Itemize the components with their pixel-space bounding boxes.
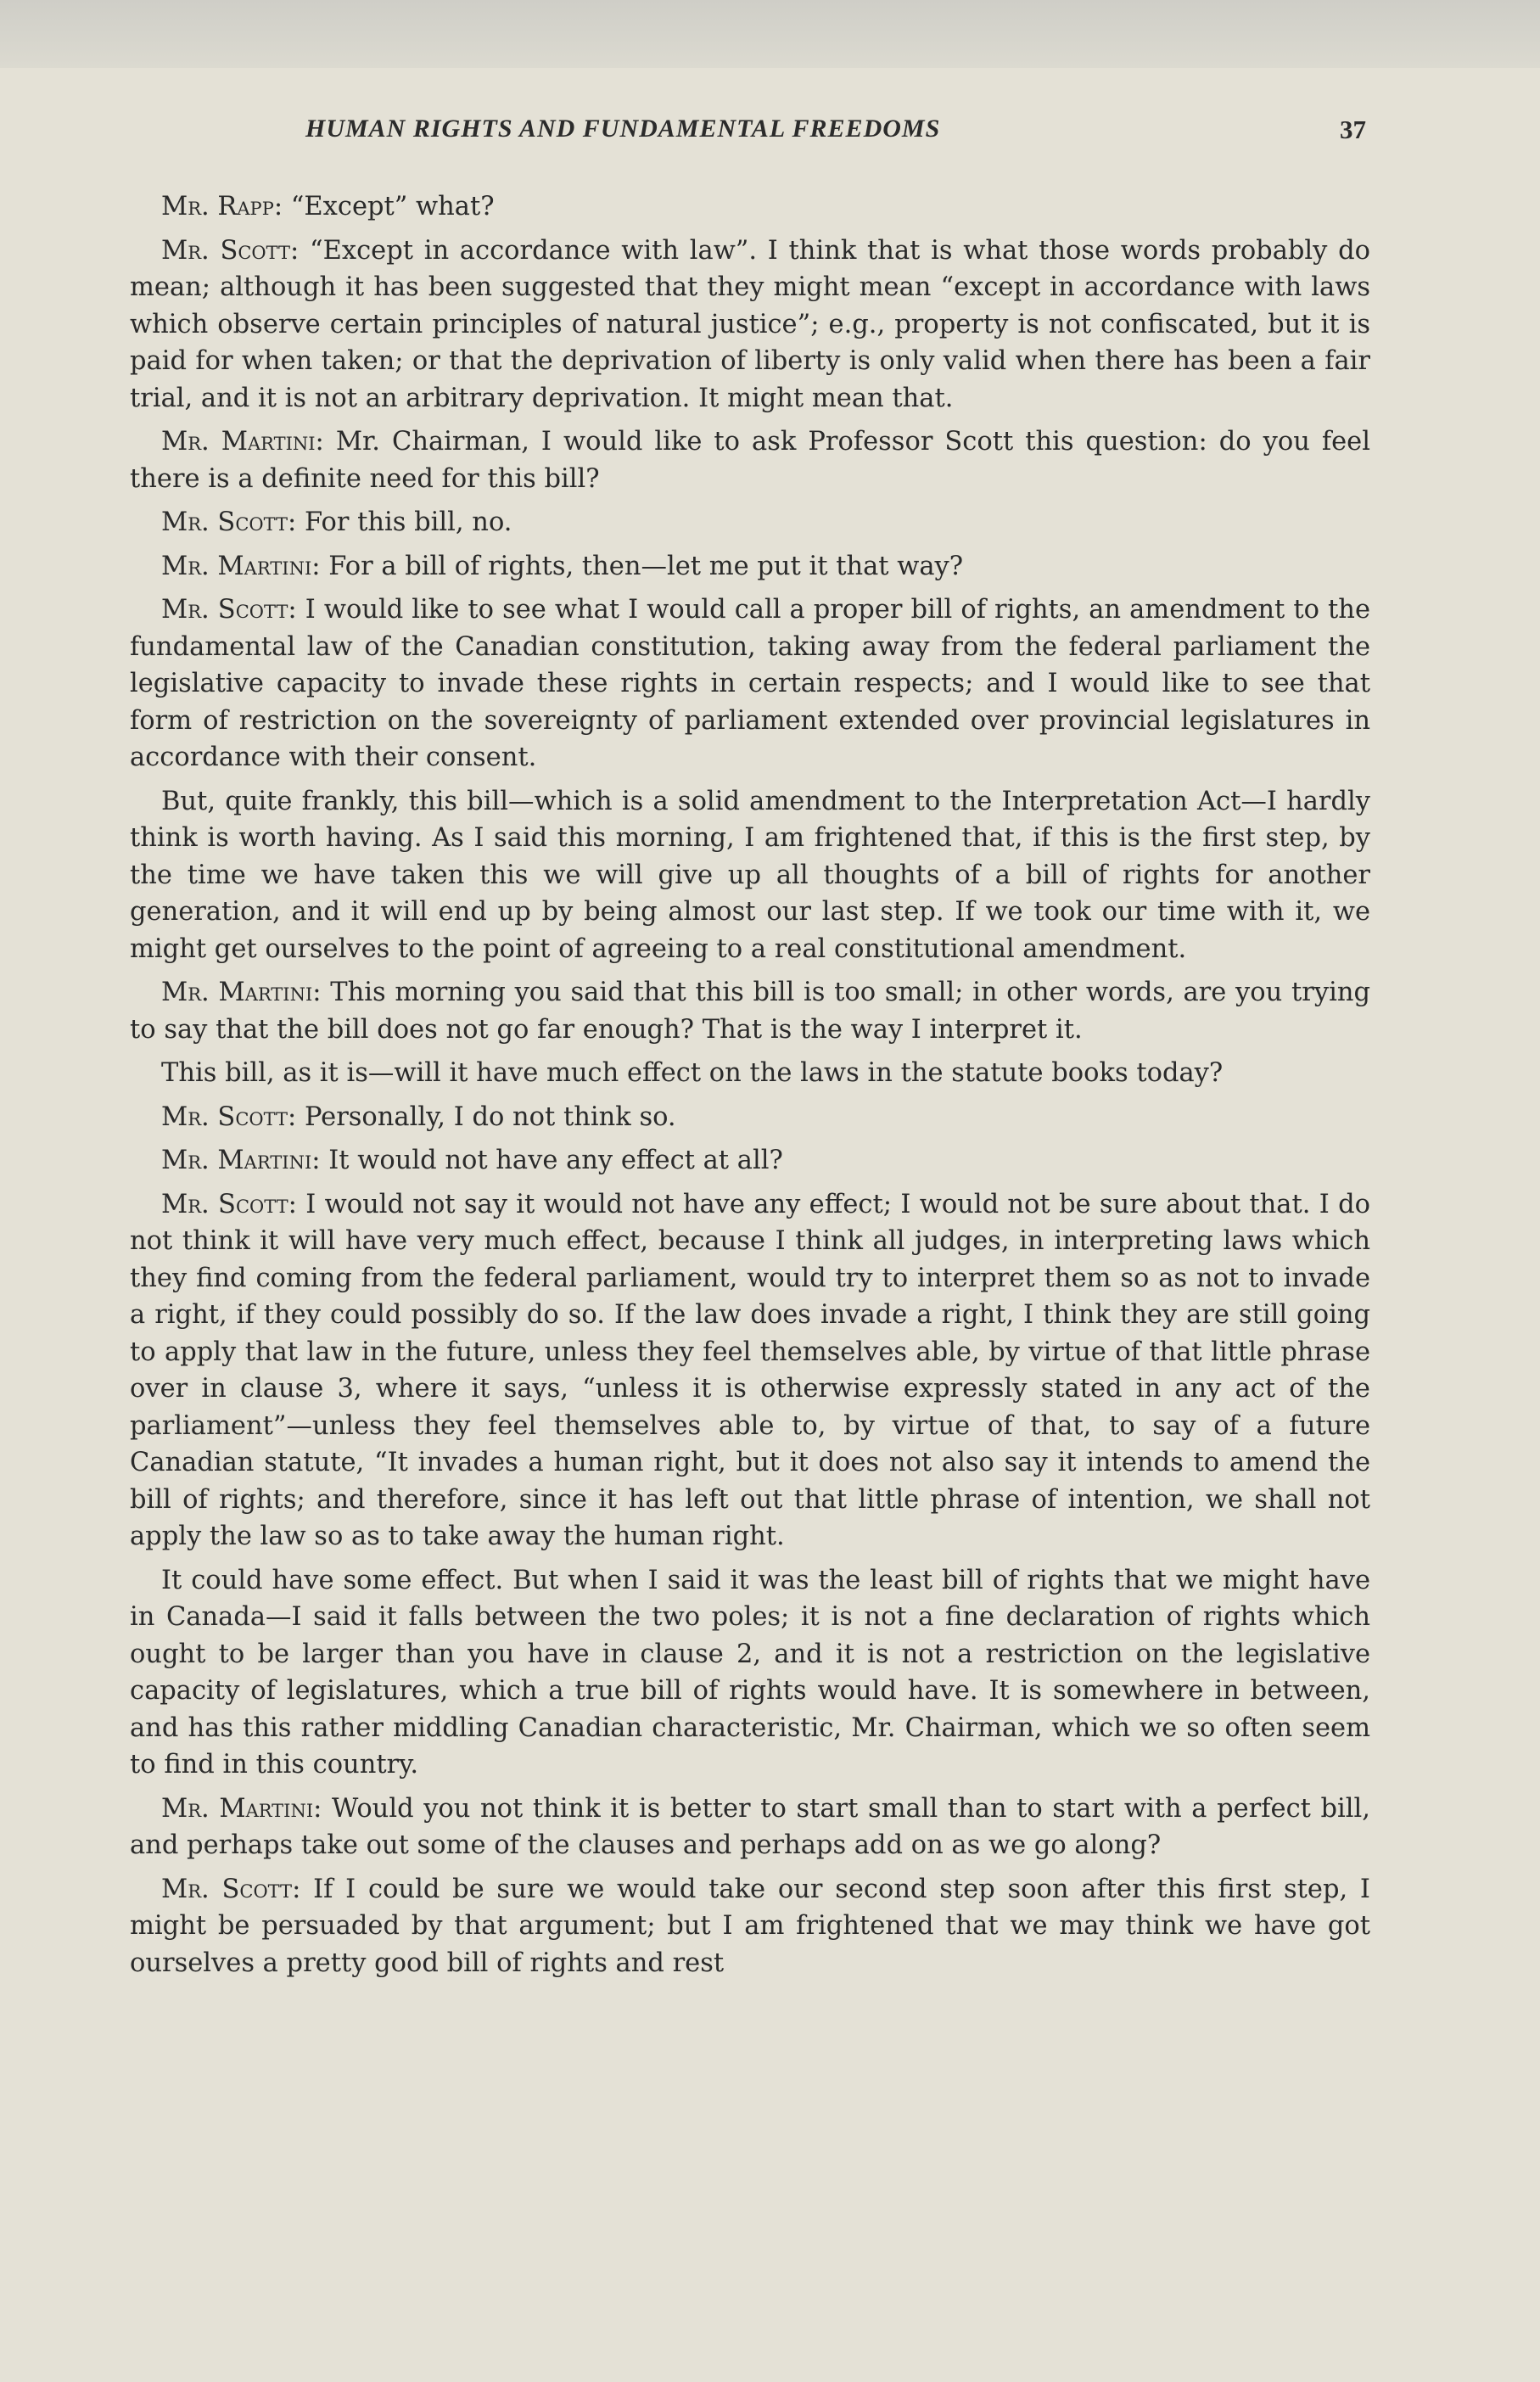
paragraph-text: Personally, I do not think so.: [296, 1101, 676, 1132]
paragraph: [130, 504, 1370, 541]
paragraph-text: If I could be sure we would take our second step soon after this first step, I might be persuaded by that argument; but I am frightened that we may think we have got ourselves a pretty good bill of rights and rest: [130, 1874, 1370, 1978]
speaker-name: Mr. Martini:: [161, 551, 321, 581]
paragraph-text: I would not say it would not have any effect; I would not be sure about that. I do not think it will have very much effect, because I think all judges, in interpreting laws which they find coming from the federal parliament, would try to interpret them so as not to invade a right, if they could possibly do so. If the law does invade a right, I think they are still going to apply that law in the future, unless they feel themselves able, by virtue of that little phrase over in clause 3, where it says, “unless it is otherwise expressly stated in any act of the parliament”—unless they feel themselves able to, by virtue of that, to say of a future Canadian statute, “It invades a human right, but it does not also say it intends to amend the bill of rights; and therefore, since it has left out that little phrase of intention, we shall not apply the law so as to take away the human right.: [130, 1189, 1370, 1551]
running-head: HUMAN RIGHTS AND FUNDAMENTAL FREEDOMS: [305, 115, 941, 143]
speaker-name: Mr. Martini:: [161, 1793, 322, 1824]
paragraph-text: This bill, as it is—will it have much effect on the laws in the statute books today?: [161, 1058, 1224, 1088]
paragraph-text: It would not have any effect at all?: [320, 1146, 783, 1175]
paragraph-text: For a bill of rights, then—let me put it that way?: [320, 551, 964, 581]
paragraph-text: It could have some effect. But when I said it was the least bill of rights that we might have in Canada—I said it falls between the two poles; it is not a fine declaration of rights which ought to be larger than you have in clause 2, and it is not a restriction on the legislative capacity of legislatures, which a true bill of rights would have. It is somewhere in between, and has this rather middling Canadian characteristic, Mr. Chairman, which we so often seem to find in this country.: [130, 1565, 1370, 1779]
speaker-name: Mr. Martini:: [161, 1146, 321, 1175]
paragraph-text: For this bill, no.: [296, 507, 512, 537]
paragraph: [130, 1791, 1370, 1864]
paragraph: [130, 1871, 1370, 1982]
paragraph: [130, 974, 1370, 1048]
paragraph-text: “Except in accordance with law”. I think that is what those words probably do mean; although it has been suggested that they might mean “except in accordance with laws which observe certain principles of natural justice”; e.g., property is not confiscated, but it is paid for when taken; or that the deprivation of liberty is only valid when there has been a fair trial, and it is not an arbitrary deprivation. It might mean that.: [130, 235, 1370, 413]
speaker-name: Mr. Scott:: [161, 507, 297, 537]
paragraph-text: This morning you said that this bill is too small; in other words, are you trying to say that the bill does not go far enough? That is the way I interpret it.: [130, 978, 1370, 1045]
body-text: [130, 188, 1370, 1988]
paragraph: [130, 1099, 1370, 1136]
paragraph: [130, 423, 1370, 497]
paragraph: [130, 1562, 1370, 1784]
paragraph: [130, 548, 1370, 586]
speaker-name: Mr. Rapp:: [161, 192, 283, 221]
speaker-name: Mr. Scott:: [161, 1874, 301, 1904]
paragraph: [130, 1186, 1370, 1555]
paragraph-text: “Except” what?: [283, 192, 495, 221]
page-header: [136, 115, 1366, 165]
paragraph-text: Mr. Chairman, I would like to ask Professor Scott this question: do you feel there is a definite need for this bill?: [130, 427, 1370, 494]
paragraph: [130, 591, 1370, 776]
paragraph-text: But, quite frankly, this bill—which is a solid amendment to the Interpretation Act—I hardly think is worth having. As I said this morning, I am frightened that, if this is the first step, by the time we have taken this we will give up all thoughts of a bill of rights for another generation, and it will end up by being almost our last step. If we took our time with it, we might get ourselves to the point of agreeing to a real constitutional amendment.: [130, 786, 1370, 964]
paragraph: [130, 188, 1370, 226]
paragraph: [130, 233, 1370, 418]
speaker-name: Mr. Scott:: [161, 235, 300, 266]
paragraph: [130, 783, 1370, 968]
page-number: 37: [1340, 115, 1366, 144]
speaker-name: Mr. Scott:: [161, 1101, 297, 1132]
speaker-name: Mr. Scott:: [161, 1189, 297, 1219]
paragraph-text: I would like to see what I would call a proper bill of rights, an amendment to the fundamental law of the Canadian constitution, taking away from the federal parliament the legislative capacity to invade these rights in certain respects; and I would like to see that form of restriction on the sovereignty of parliament extended over provincial legislatures in accordance with their consent.: [130, 595, 1370, 772]
paragraph: [130, 1142, 1370, 1180]
paragraph: [130, 1055, 1370, 1092]
paragraph-text: Would you not think it is better to start small than to start with a perfect bill, and perhaps take out some of the clauses and perhaps add on as we go along?: [130, 1793, 1370, 1860]
speaker-name: Mr. Scott:: [161, 595, 297, 625]
speaker-name: Mr. Martini:: [161, 978, 322, 1007]
speaker-name: Mr. Martini:: [161, 427, 324, 457]
